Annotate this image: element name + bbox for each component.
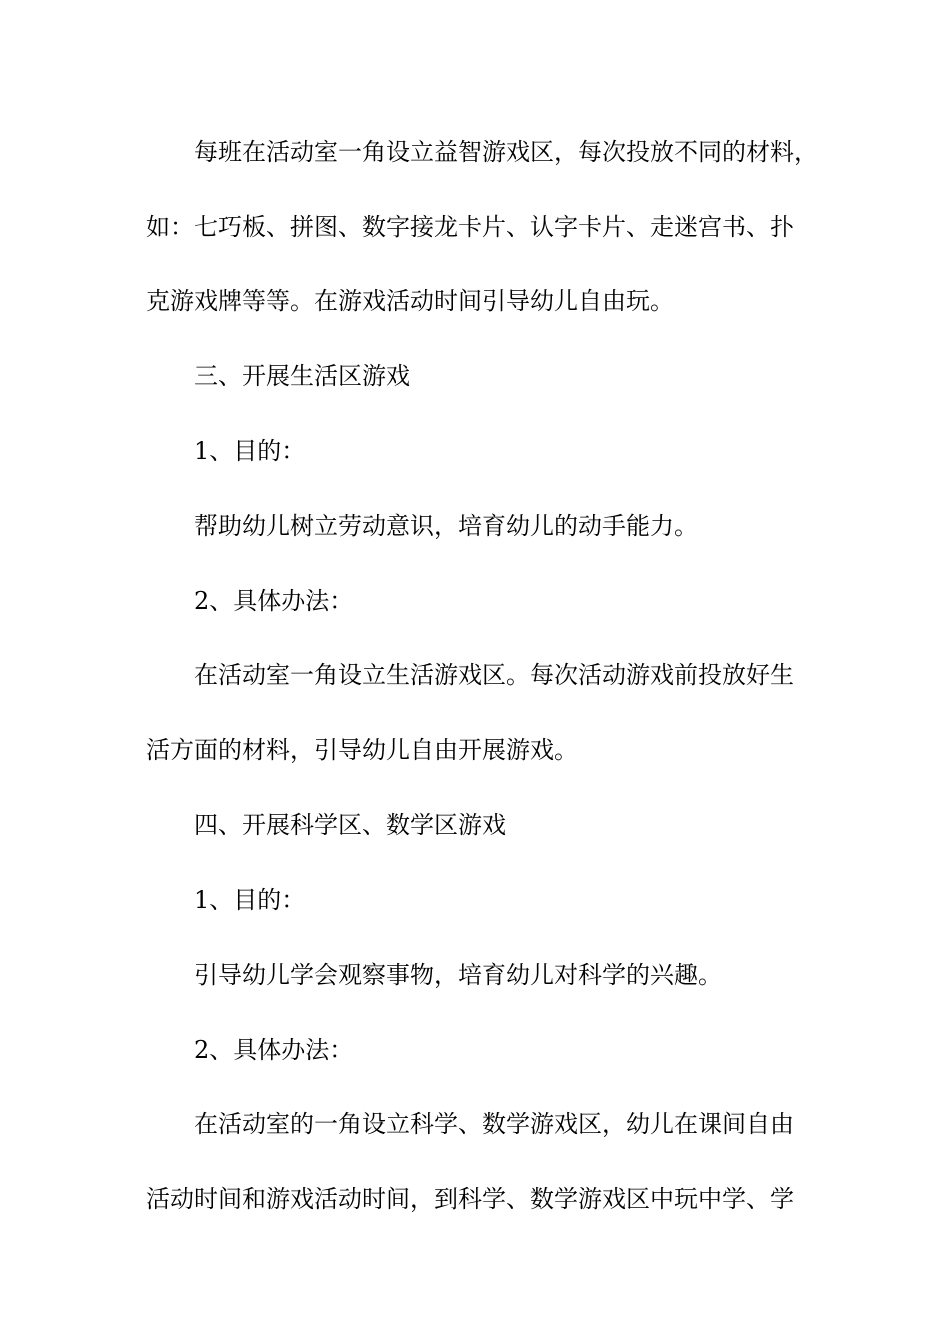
subheading: 1、目的： — [194, 437, 306, 465]
subheading: 2、具体办法： — [194, 1036, 354, 1064]
paragraph-line: 如：七巧板、拼图、数字接龙卡片、认字卡片、走迷宫书、扑 — [146, 213, 794, 241]
section-heading: 四、开展科学区、数学区游戏 — [194, 811, 506, 839]
subheading: 1、目的： — [194, 886, 306, 914]
paragraph-line: 活方面的材料，引导幼儿自由开展游戏。 — [146, 736, 578, 764]
paragraph-line: 帮助幼儿树立劳动意识，培育幼儿的动手能力。 — [194, 512, 698, 540]
paragraph-line: 在活动室一角设立生活游戏区。每次活动游戏前投放好生 — [194, 661, 794, 689]
paragraph-line: 引导幼儿学会观察事物，培育幼儿对科学的兴趣。 — [194, 961, 722, 989]
paragraph-line: 在活动室的一角设立科学、数学游戏区，幼儿在课间自由 — [194, 1110, 794, 1138]
subheading: 2、具体办法： — [194, 587, 354, 615]
paragraph-line: 活动时间和游戏活动时间，到科学、数学游戏区中玩中学、学 — [146, 1185, 794, 1213]
section-heading: 三、开展生活区游戏 — [194, 362, 410, 390]
paragraph-line: 每班在活动室一角设立益智游戏区，每次投放不同的材料， — [194, 138, 818, 166]
paragraph-line: 克游戏牌等等。在游戏活动时间引导幼儿自由玩。 — [146, 287, 674, 315]
